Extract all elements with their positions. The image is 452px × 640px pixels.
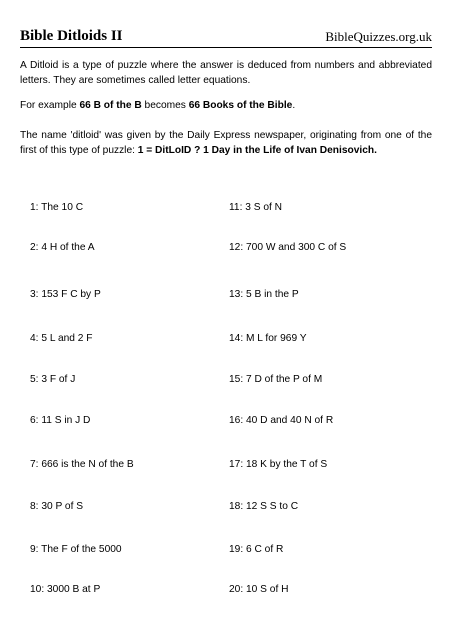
puzzle-item-14: 14: M L for 969 Y	[229, 333, 307, 344]
puzzle-item-5: 5: 3 F of J	[30, 374, 76, 385]
puzzle-item-17: 17: 18 K by the T of S	[229, 459, 328, 470]
origin-example: 1 = DitLoID ? 1 Day in the Life of Ivan Denisovich.	[137, 145, 377, 156]
example-mid: becomes	[141, 100, 189, 111]
example-suffix: .	[292, 100, 296, 111]
puzzle-item-1: 1: The 10 C	[30, 202, 84, 213]
puzzle-item-8: 8: 30 P of S	[30, 501, 84, 512]
page-title: Bible Ditloids II	[20, 28, 123, 44]
puzzle-item-16: 16: 40 D and 40 N of R	[229, 415, 334, 426]
origin-text: The name 'ditloid' was given by the Daily Express newspaper, originating from one of the first of this type of puzzle:	[20, 130, 432, 156]
example-answer: 66 Books of the Bible	[188, 100, 293, 111]
puzzle-item-11: 11: 3 S of N	[229, 202, 283, 213]
example-prefix: For example	[20, 100, 80, 111]
page-header	[20, 28, 432, 48]
puzzle-item-6: 6: 11 S in J D	[30, 415, 91, 426]
puzzle-item-3: 3: 153 F C by P	[30, 289, 101, 300]
puzzle-item-4: 4: 5 L and 2 F	[30, 333, 93, 344]
puzzle-item-12: 12: 700 W and 300 C of S	[229, 242, 347, 253]
site-name: BibleQuizzes.org.uk	[325, 29, 432, 44]
intro-paragraph-origin	[20, 128, 432, 158]
intro-paragraph-example	[20, 98, 432, 113]
puzzle-item-19: 19: 6 C of R	[229, 544, 284, 555]
intro-paragraph-definition: A Ditloid is a type of puzzle where the answer is deduced from numbers and abbreviated letters. They are sometimes called letter equations.	[20, 60, 432, 86]
puzzle-item-7: 7: 666 is the N of the B	[30, 459, 134, 470]
puzzle-item-18: 18: 12 S S to C	[229, 501, 299, 512]
example-puzzle: 66 B of the B	[79, 100, 142, 111]
puzzle-item-2: 2: 4 H of the A	[30, 242, 95, 253]
puzzle-item-13: 13: 5 B in the P	[229, 289, 299, 300]
puzzle-item-20: 20: 10 S of H	[229, 584, 289, 595]
puzzle-item-15: 15: 7 D of the P of M	[229, 374, 323, 385]
header-divider	[20, 47, 432, 48]
puzzle-item-9: 9: The F of the 5000	[30, 544, 122, 555]
puzzle-item-10: 10: 3000 B at P	[30, 584, 101, 595]
